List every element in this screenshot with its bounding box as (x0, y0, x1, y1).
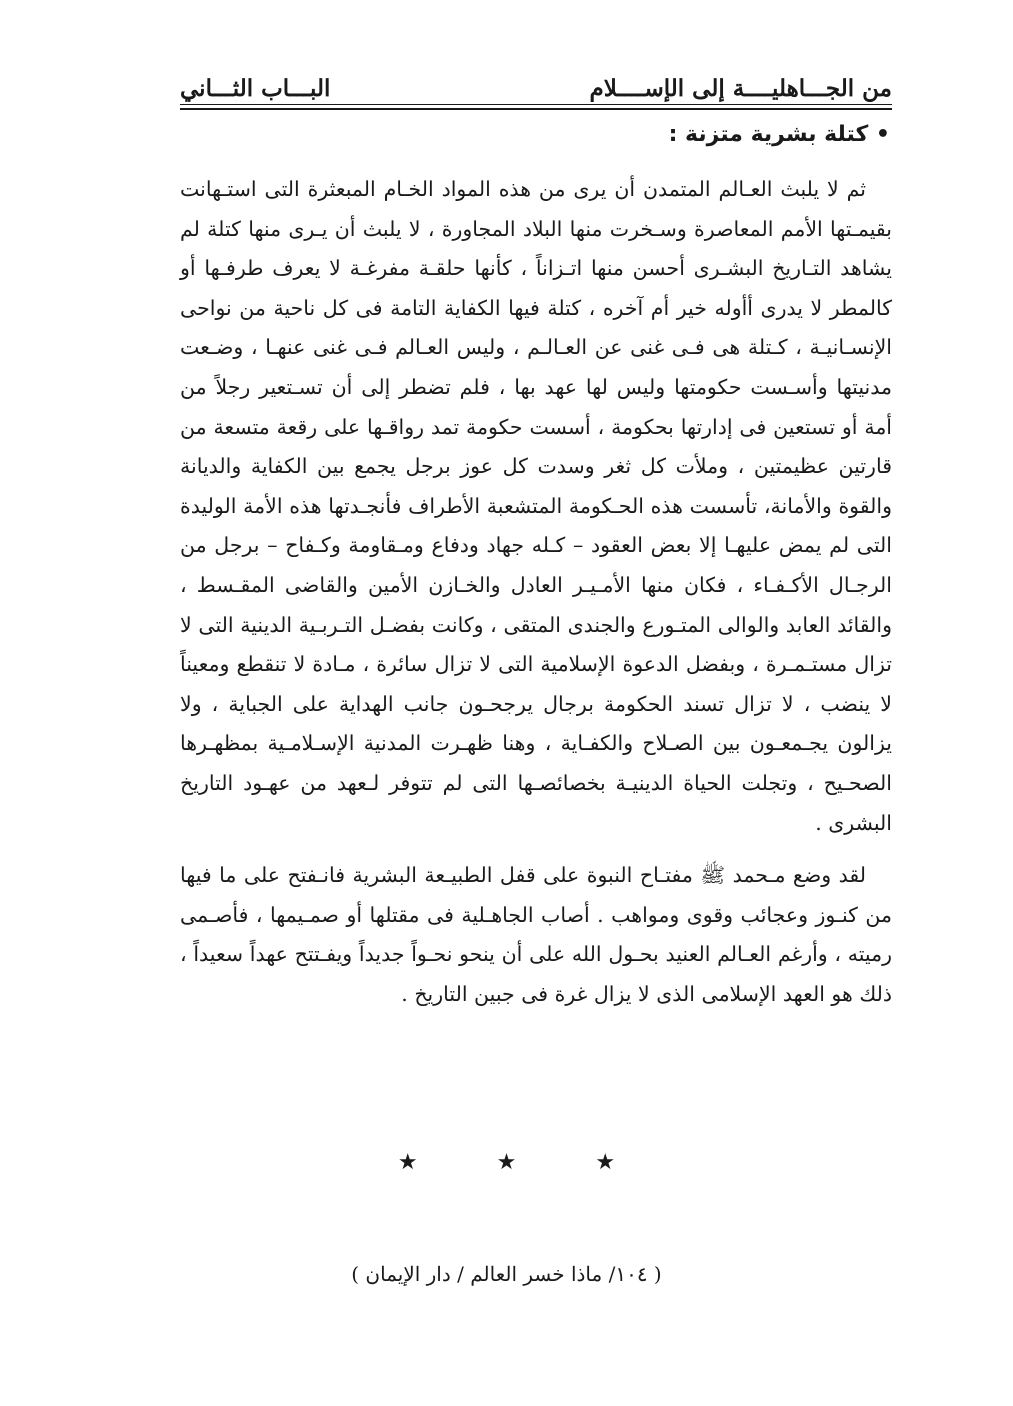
page-footer: ( ١٠٤/ ماذا خسر العالم / دار الإيمان ) (351, 1262, 662, 1286)
star-icon: ★ (496, 1150, 517, 1175)
header-rule (180, 104, 892, 105)
star-icon: ★ (397, 1150, 418, 1175)
section-heading: • كتلة بشرية متزنة : (668, 122, 890, 147)
section-separator (0, 1150, 1013, 1175)
body-text (180, 170, 892, 1014)
header-rule-double (180, 108, 892, 110)
paragraph: لقد وضع مـحمد ﷺ مفتـاح النبوة على قفل الطبيـعة البشرية فانـفتح على ما فيها من كنـوز وعجائب وقوى ومواهب . أصاب الجاهـلية فى مقتلها أو صمـيمها ، فأصـمى رميته ، وأرغم العـالم العنيد بحـول الله على أن ينحو نحـواً جديداً ويفـتتح عهداً سعيداً ، ذلك هو العهد الإسلامى الذى لا يزال غرة فى جبين التاريخ . (180, 863, 892, 1006)
running-header (180, 58, 892, 102)
paragraph: ثم لا يلبث العـالم المتمدن أن يرى من هذه المواد الخـام المبعثرة التى استـهانت بقيمـتها الأمم المعاصرة وسـخرت منها البلاد المجاورة ، لا يلبث أن يـرى منها كتلة لم يشاهد التـاريخ البشـرى أحسن منها اتـزاناً ، كأنها حلقـة مفرغـة لا يعرف طرفـها أو كالمطر لا يدرى أأوله خير أم آخره ، كتلة فيها الكفاية التامة فى كل ناحية من نواحى الإنسـانيـة ، كـتلة هى فـى غنى عن العـالـم ، وليس العـالم فـى غنى عنهـا ، وضـعت مدنيتها وأسـست حكومتها وليس لها عهد بها ، فلم تضطر إلى أن تسـتعير رجلاً من أمة أو تستعين فى إدارتها بحكومة ، أسست حكومة تمد رواقـها على رقعة متسعة من قارتين عظيمتين ، وملأت كل ثغر وسدت كل عوز برجل يجمع بين الكفاية والديانة والقوة والأمانة، تأسست هذه الحـكومة المتشعبة الأطراف فأنجـدتها هذه الأمة الوليدة التى لم يمض عليهـا إلا بعض العقود – كـله جهاد ودفاع ومـقاومة وكـفاح – برجل من الرجـال الأكـفـاء ، فكان منها الأمـيـر العادل والخـازن الأمين والقاضى المقـسط ، والقائد العابد والوالى المتـورع والجندى المتقى ، وكانت بفضـل التـربـية الدينية التى لا تزال مستـمـرة ، وبفضل الدعوة الإسلامية التى لا تزال سائرة ، مـادة لا تنقطع ومعيناً لا ينضب ، لا تزال تسند الحكومة برجال يرجحـون جانب الهداية على الجباية ، ولا يزالون يجـمعـون بين الصـلاح والكفـاية ، وهنا ظهـرت المدنية الإسـلامـية بمظهـرها الصحـيح ، وتجلت الحياة الدينيـة بخصائصـها التى لم تتوفر لـعهد من عهـود التاريخ البشرى . (180, 177, 892, 835)
book-title: من الجـــاهليــــة إلى الإســــلام (589, 75, 892, 102)
chapter-title: البـــاب الثـــاني (180, 75, 331, 102)
star-icon: ★ (595, 1150, 616, 1175)
